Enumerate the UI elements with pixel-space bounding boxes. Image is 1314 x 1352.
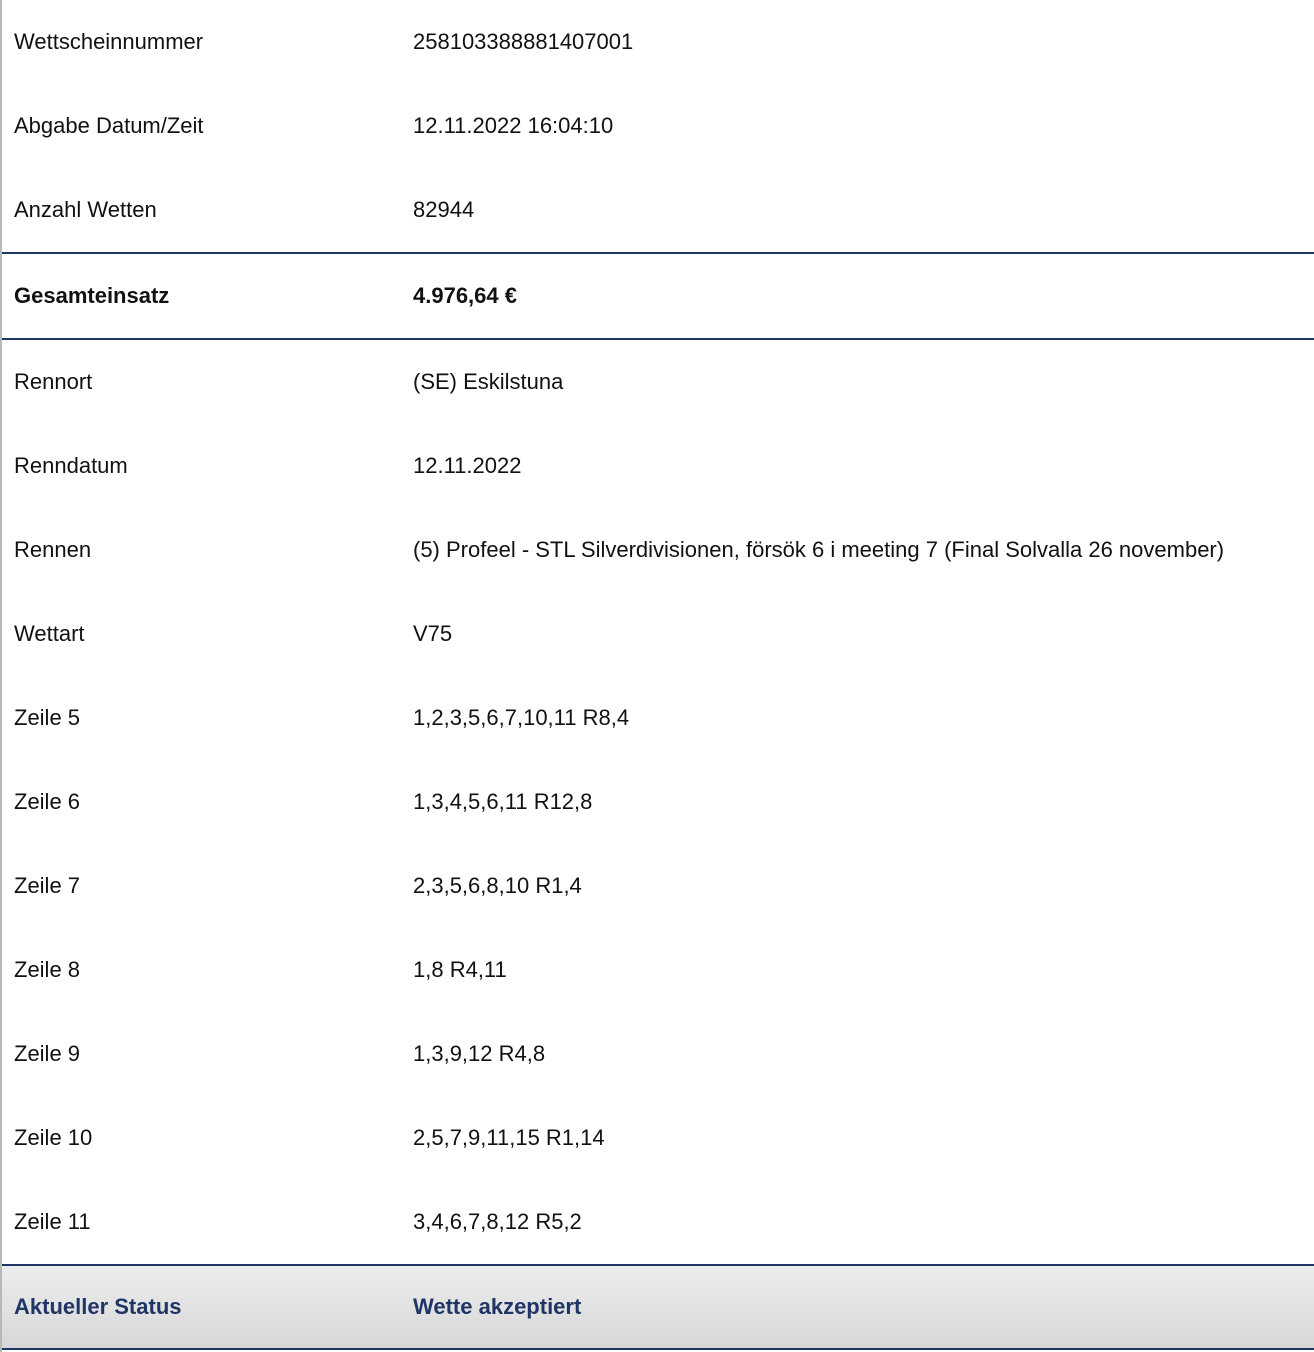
line-7-label: Zeile 7 (14, 873, 81, 898)
race-venue-label: Rennort (14, 369, 93, 394)
line-10-value: 2,5,7,9,11,15 R1,14 (413, 1125, 605, 1150)
row-current-status (2, 1264, 1314, 1350)
row-race-venue (2, 340, 1314, 424)
current-status-label: Aktueller Status (14, 1294, 182, 1319)
line-9-label: Zeile 9 (14, 1041, 81, 1066)
line-11-label: Zeile 11 (14, 1209, 91, 1234)
row-line-9 (2, 1012, 1314, 1096)
line-8-value: 1,8 R4,11 (413, 957, 507, 982)
row-total-stake (2, 254, 1314, 338)
race-value: (5) Profeel - STL Silverdivisionen, försök 6 i meeting 7 (Final Solvalla 26 november) (413, 537, 1225, 562)
row-submission-datetime (2, 84, 1314, 168)
line-9-value: 1,3,9,12 R4,8 (413, 1041, 546, 1066)
bet-count-label: Anzahl Wetten (14, 197, 157, 222)
line-8-label: Zeile 8 (14, 957, 81, 982)
row-line-11 (2, 1180, 1314, 1264)
current-status-value: Wette akzeptiert (413, 1294, 582, 1319)
race-date-value: 12.11.2022 (413, 453, 522, 478)
row-race-date (2, 424, 1314, 508)
row-line-10 (2, 1096, 1314, 1180)
row-bet-count (2, 168, 1314, 252)
race-venue-value: (SE) Eskilstuna (413, 369, 564, 394)
total-stake-label: Gesamteinsatz (14, 283, 170, 308)
ticket-number-label: Wettscheinnummer (14, 29, 204, 54)
row-bet-type (2, 592, 1314, 676)
line-10-label: Zeile 10 (14, 1125, 93, 1150)
race-date-label: Renndatum (14, 453, 128, 478)
row-line-6 (2, 760, 1314, 844)
row-line-8 (2, 928, 1314, 1012)
row-race (2, 508, 1314, 592)
bet-type-value: V75 (413, 621, 453, 646)
ticket-number-value: 258103388881407001 (413, 29, 634, 54)
row-line-7 (2, 844, 1314, 928)
race-label: Rennen (14, 537, 92, 562)
line-6-label: Zeile 6 (14, 789, 81, 814)
total-stake-value: 4.976,64 € (413, 283, 517, 308)
line-6-value: 1,3,4,5,6,11 R12,8 (413, 789, 593, 814)
line-11-value: 3,4,6,7,8,12 R5,2 (413, 1209, 582, 1234)
line-5-value: 1,2,3,5,6,7,10,11 R8,4 (413, 705, 630, 730)
submission-datetime-label: Abgabe Datum/Zeit (14, 113, 204, 138)
bet-type-label: Wettart (14, 621, 85, 646)
submission-datetime-value: 12.11.2022 16:04:10 (413, 113, 614, 138)
line-5-label: Zeile 5 (14, 705, 81, 730)
line-7-value: 2,3,5,6,8,10 R1,4 (413, 873, 582, 898)
bet-count-value: 82944 (413, 197, 475, 222)
row-line-5 (2, 676, 1314, 760)
row-ticket-number (2, 0, 1314, 84)
